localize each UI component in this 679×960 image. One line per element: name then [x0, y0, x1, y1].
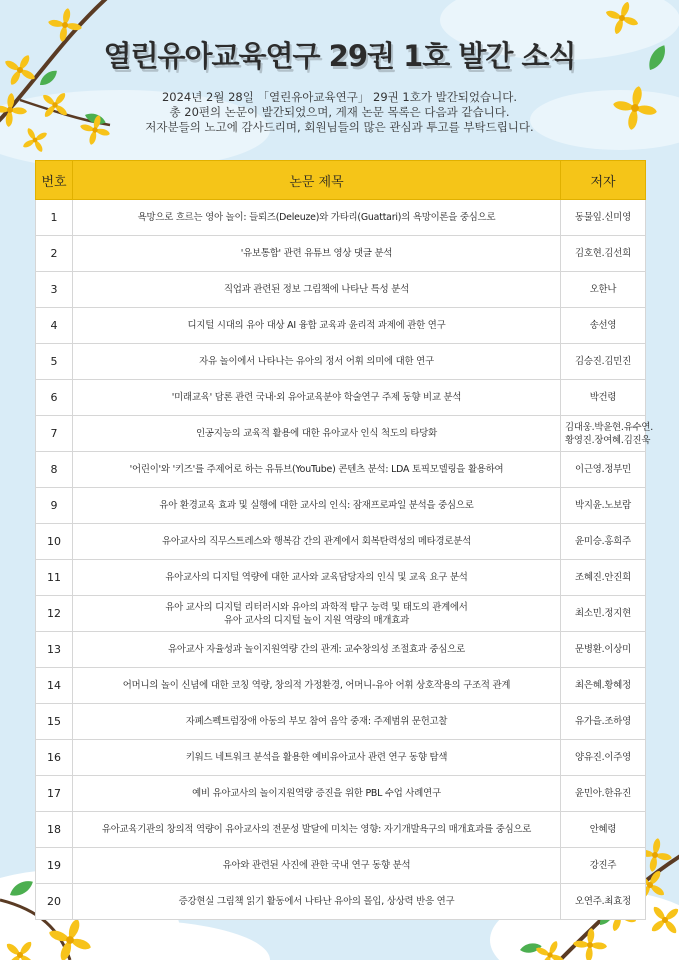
table-row: [36, 740, 646, 776]
paper-authors: [561, 848, 646, 884]
paper-authors-line: 박건령: [589, 392, 617, 403]
paper-authors: [561, 308, 646, 344]
paper-title-line: 유아교사 자율성과 놀이지원역량 간의 관계: 교수창의성 조절효과 중심으로: [168, 644, 465, 655]
paper-number: 5: [36, 344, 73, 380]
paper-title: [73, 488, 561, 524]
paper-authors-line: 최은혜.황혜정: [575, 680, 631, 691]
paper-number: 11: [36, 560, 73, 596]
table-row: [36, 452, 646, 488]
paper-title-line: 예비 유아교사의 놀이지원역량 증진을 위한 PBL 수업 사례연구: [192, 788, 441, 799]
paper-title: [73, 848, 561, 884]
paper-authors: [561, 596, 646, 632]
paper-number: 19: [36, 848, 73, 884]
paper-authors: [561, 740, 646, 776]
paper-authors-line: 이근영.정부민: [575, 464, 631, 475]
intro-line: 총 20편의 논문이 발간되었으며, 게재 논문 목록은 다음과 같습니다.: [169, 105, 510, 119]
paper-title-line: 자폐스펙트럼장애 아동의 부모 참여 음악 중재: 주제범위 문헌고찰: [185, 716, 448, 727]
table-row: [36, 776, 646, 812]
table-row: [36, 272, 646, 308]
table-row: [36, 488, 646, 524]
paper-number: 4: [36, 308, 73, 344]
table-row: [36, 308, 646, 344]
paper-number: 16: [36, 740, 73, 776]
paper-list-table: [35, 160, 654, 920]
paper-title: [73, 524, 561, 560]
paper-title: [73, 776, 561, 812]
paper-title-line: 인공지능의 교육적 활용에 대한 유아교사 인식 척도의 타당화: [196, 428, 437, 439]
paper-authors: [561, 668, 646, 704]
paper-authors-line: 박지윤.노보람: [575, 500, 631, 511]
paper-title-line: 유아 교사의 디지털 리터러시와 유아의 과학적 탐구 능력 및 태도의 관계에서: [165, 601, 468, 613]
paper-authors: [561, 560, 646, 596]
table-row: [36, 668, 646, 704]
paper-authors-line: 오연주.최효정: [575, 896, 631, 907]
paper-title: [73, 812, 561, 848]
table-row: [36, 200, 646, 236]
paper-authors-line: 김호현.김선희: [575, 248, 631, 259]
paper-number: 17: [36, 776, 73, 812]
paper-title: [73, 560, 561, 596]
paper-number: 12: [36, 596, 73, 632]
paper-title: [73, 344, 561, 380]
table-row: [36, 344, 646, 380]
column-header-authors: 저자: [561, 161, 646, 200]
paper-title-line: 유아 교사의 디지털 놀이 지원 역량의 매개효과: [224, 614, 409, 626]
table-row: [36, 812, 646, 848]
paper-authors: [561, 524, 646, 560]
paper-authors: [561, 380, 646, 416]
paper-authors: [561, 812, 646, 848]
intro-line: 2024년 2월 28일 「열린유아교육연구」 29권 1호가 발간되었습니다.: [161, 90, 518, 104]
table-header-row: [36, 161, 646, 200]
paper-authors-line: 황영진.장여혜.김진욱: [565, 434, 651, 446]
paper-number: 1: [36, 200, 73, 236]
paper-title: [73, 668, 561, 704]
paper-authors-line: 윤민아.한유진: [575, 788, 631, 799]
paper-number: 18: [36, 812, 73, 848]
paper-number: 15: [36, 704, 73, 740]
paper-authors-line: 안혜령: [589, 824, 617, 835]
paper-authors-line: 강진주: [589, 860, 617, 871]
paper-title: [73, 380, 561, 416]
paper-title-line: 욕망으로 흐르는 영아 놀이: 들뢰즈(Deleuze)와 가타리(Guattari)의 욕망이론을 중심으로: [137, 212, 496, 223]
paper-title: [73, 236, 561, 272]
page-title: 열린유아교육연구 29권 1호 발간 소식: [103, 39, 576, 73]
paper-title-line: 자유 놀이에서 나타나는 유아의 정서 어휘 의미에 대한 연구: [199, 356, 434, 367]
column-header-title: 논문 제목: [73, 161, 561, 200]
table-row: [36, 596, 646, 632]
paper-title-line: '미래교육' 담론 관련 국내·외 유아교육분야 학술연구 주제 동향 비교 분석: [171, 392, 462, 403]
paper-title: [73, 452, 561, 488]
table-row: [36, 524, 646, 560]
table-row: [36, 236, 646, 272]
paper-title-line: 직업과 관련된 정보 그림책에 나타난 특성 분석: [224, 284, 409, 295]
paper-authors: [561, 236, 646, 272]
paper-title-line: '어린이'와 '키즈'를 주제어로 하는 유튜브(YouTube) 콘텐츠 분석: LDA 토픽모델링을 활용하여: [129, 464, 504, 475]
paper-authors-line: 문병환.이상미: [575, 644, 631, 655]
paper-authors-line: 조혜진.안진희: [575, 572, 631, 583]
paper-number: 10: [36, 524, 73, 560]
table-row: [36, 632, 646, 668]
table-row: [36, 884, 646, 920]
intro-line: 저자분들의 노고에 감사드리며, 회원님들의 많은 관심과 투고를 부탁드립니다.: [145, 120, 534, 134]
paper-authors-line: 김승진.김민진: [575, 356, 631, 367]
paper-title-line: 키워드 네트워크 분석을 활용한 예비유아교사 관련 연구 동향 탐색: [185, 752, 448, 763]
paper-authors-line: 송선영: [589, 320, 617, 331]
paper-authors-line: 오한나: [589, 284, 617, 295]
paper-number: 20: [36, 884, 73, 920]
paper-number: 9: [36, 488, 73, 524]
paper-authors: [561, 488, 646, 524]
paper-authors: [561, 416, 654, 452]
paper-title: [73, 308, 561, 344]
paper-authors-line: 유가을.조하영: [575, 716, 631, 727]
paper-authors: [561, 632, 646, 668]
paper-authors: [561, 776, 646, 812]
paper-title-line: 유아 환경교육 효과 및 실행에 대한 교사의 인식: 잠재프로파일 분석을 중심으로: [159, 500, 474, 511]
table-row: [36, 416, 646, 452]
paper-title: [73, 740, 561, 776]
paper-title-line: '유보통합' 관련 유튜브 영상 댓글 분석: [240, 248, 393, 259]
paper-title-line: 어머니의 놀이 신념에 대한 코칭 역량, 창의적 가정환경, 어머니-유아 어휘 상호작용의 구조적 관계: [122, 680, 511, 691]
paper-number: 2: [36, 236, 73, 272]
paper-title-line: 증강현실 그림책 읽기 활동에서 나타난 유아의 몰입, 상상력 반응 연구: [178, 896, 455, 907]
paper-number: 8: [36, 452, 73, 488]
paper-authors: [561, 452, 646, 488]
intro-text: [0, 90, 679, 135]
paper-title: [73, 272, 561, 308]
paper-authors-line: 윤미승.홍희주: [575, 536, 631, 547]
paper-authors-line: 최소민.정지현: [575, 608, 631, 619]
paper-title: [73, 704, 561, 740]
paper-authors: [561, 704, 646, 740]
table-row: [36, 380, 646, 416]
table-row: [36, 704, 646, 740]
paper-authors: [561, 344, 646, 380]
paper-title: [73, 596, 561, 632]
paper-authors-line: 동물잎.신미영: [575, 212, 631, 223]
paper-authors: [561, 200, 646, 236]
paper-title-line: 디지털 시대의 유아 대상 AI 융합 교육과 윤리적 과제에 관한 연구: [187, 320, 446, 331]
paper-number: 14: [36, 668, 73, 704]
paper-title: [73, 416, 561, 452]
table-row: [36, 848, 646, 884]
paper-number: 7: [36, 416, 73, 452]
paper-number: 13: [36, 632, 73, 668]
paper-title-line: 유아교사의 디지털 역량에 대한 교사와 교육담당자의 인식 및 교육 요구 분석: [165, 572, 468, 583]
column-header-number: 번호: [36, 161, 73, 200]
paper-title-line: 유아교육기관의 창의적 역량이 유아교사의 전문성 발달에 미치는 영향: 자기개발욕구의 매개효과를 중심으로: [101, 824, 532, 835]
paper-title-line: 유아와 관련된 사진에 관한 국내 연구 동향 분석: [222, 860, 411, 871]
paper-authors-line: 김대웅.박윤현.유수연.: [565, 421, 654, 433]
paper-authors-line: 양유진.이주영: [575, 752, 631, 763]
paper-authors: [561, 884, 646, 920]
paper-authors: [561, 272, 646, 308]
paper-title: [73, 632, 561, 668]
paper-number: 6: [36, 380, 73, 416]
paper-title-line: 유아교사의 직무스트레스와 행복감 간의 관계에서 회복탄력성의 메타경로분석: [162, 536, 471, 547]
paper-title: [73, 200, 561, 236]
paper-number: 3: [36, 272, 73, 308]
table-row: [36, 560, 646, 596]
paper-title: [73, 884, 561, 920]
